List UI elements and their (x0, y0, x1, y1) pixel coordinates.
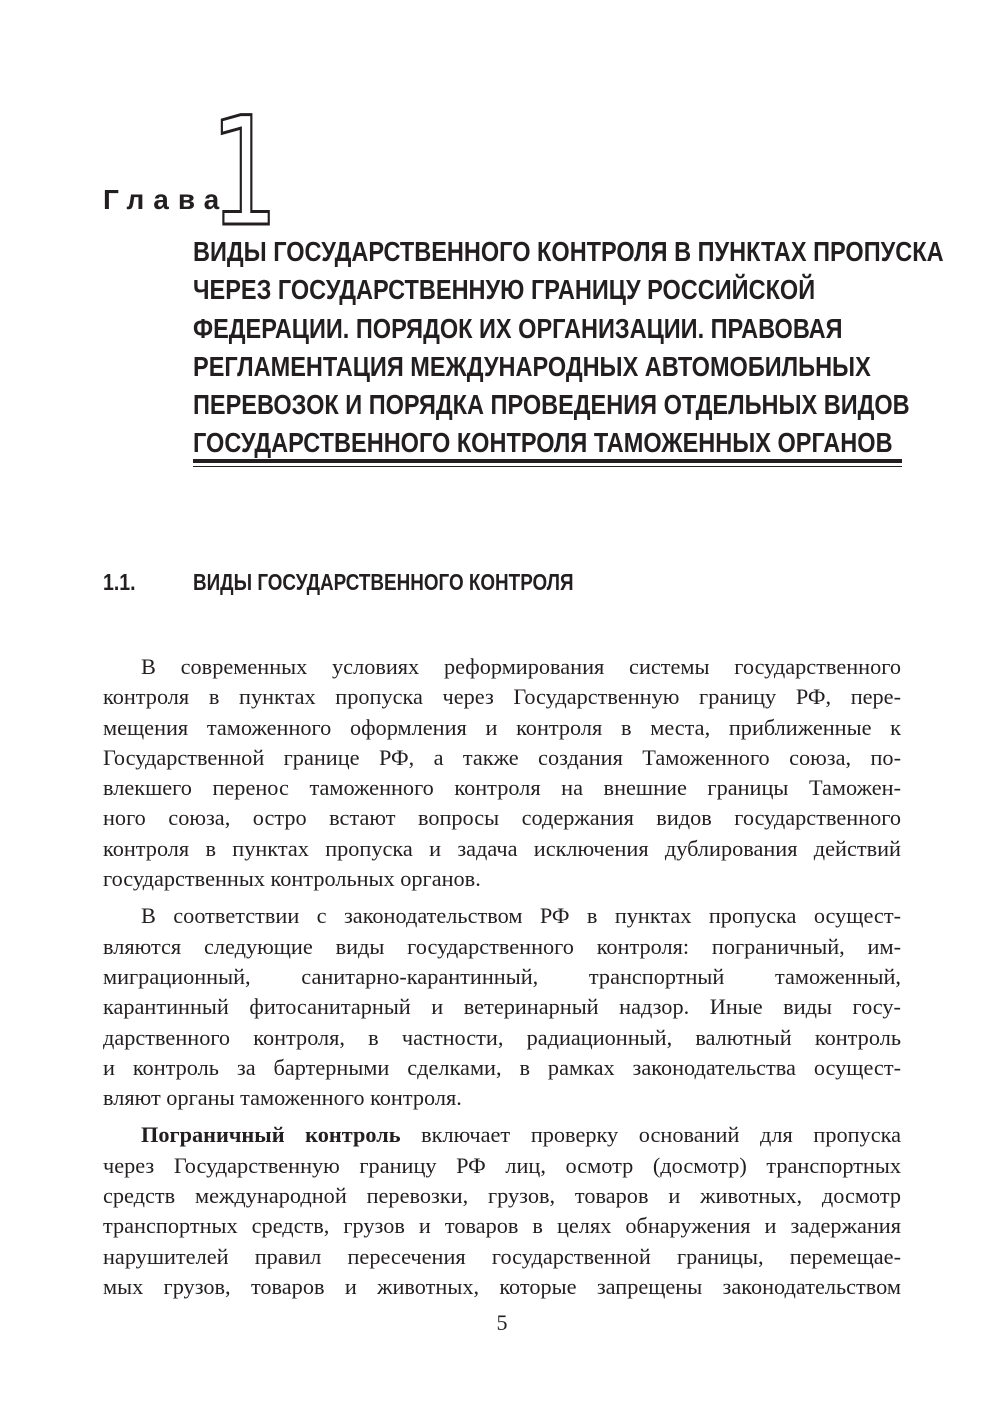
text-line: В соответствии с законодательством РФ в пунктах пропуска осущест- (141, 903, 901, 929)
text-line: нарушителей правил пересечения государственной границы, перемещае- (103, 1243, 901, 1269)
text-run: включает проверку оснований для пропуска (400, 1122, 901, 1148)
text-line: мых грузов, товаров и животных, которые запрещены законодательством (103, 1273, 901, 1299)
chapter-title-line: ВИДЫ ГОСУДАРСТВЕННОГО КОНТРОЛЯ В ПУНКТАХ ПРОПУСКА (193, 236, 944, 267)
text-line: ного союза, остро встают вопросы содержания видов государственного (103, 805, 901, 831)
text-line: влекшего перенос таможенного контроля на внешние границы Таможен- (103, 775, 901, 801)
text-line: контроля в пунктах пропуска и задача исключения дублирования действий (103, 835, 901, 861)
section-title: ВИДЫ ГОСУДАРСТВЕННОГО КОНТРОЛЯ (193, 569, 574, 595)
chapter-number: 1 (210, 86, 279, 260)
text-line (103, 1120, 901, 1150)
text-line: карантинный фитосанитарный и ветеринарный надзор. Иные виды госу- (103, 994, 901, 1020)
text-line: контроля в пунктах пропуска через Государственную границу РФ, пере- (103, 684, 901, 710)
text-line: дарственного контроля, в частности, радиационный, валютный контроль (103, 1024, 901, 1050)
text-line: В современных условиях реформирования системы государственного (141, 654, 901, 679)
chapter-title-divider (193, 459, 902, 467)
page-number: 5 (496, 1310, 508, 1335)
chapter-title (193, 233, 944, 463)
chapter-label: Глава (103, 184, 229, 215)
text-line: вляются следующие виды государственного контроля: пограничный, им- (103, 933, 901, 959)
section-number: 1.1. (103, 569, 136, 595)
chapter-title-line: ПЕРЕВОЗОК И ПОРЯДКА ПРОВЕДЕНИЯ ОТДЕЛЬНЫХ ВИДОВ (193, 389, 910, 421)
chapter-title-line: ЧЕРЕЗ ГОСУДАРСТВЕННУЮ ГРАНИЦУ РОССИЙСКОЙ (193, 274, 816, 306)
paragraph (103, 652, 901, 894)
chapter-title-line: ФЕДЕРАЦИИ. ПОРЯДОК ИХ ОРГАНИЗАЦИИ. ПРАВОВАЯ (193, 312, 843, 344)
text-line: средств международной перевозки, грузов, товаров и животных, досмотр (103, 1183, 901, 1209)
text-line: мещения таможенного оформления и контроля в места, приближенные к (103, 714, 901, 740)
chapter-title-line: ГОСУДАРСТВЕННОГО КОНТРОЛЯ ТАМОЖЕННЫХ ОРГАНОВ (193, 427, 893, 459)
text-line: транспортных средств, грузов и товаров в целях обнаружения и задержания (103, 1213, 901, 1239)
body-text (103, 652, 901, 1302)
text-line: Государственной границе РФ, а также создания Таможенного союза, по- (103, 744, 901, 770)
paragraph (103, 1120, 901, 1302)
bold-term: Пограничный контроль (141, 1122, 401, 1148)
chapter-title-line: РЕГЛАМЕНТАЦИЯ МЕЖДУНАРОДНЫХ АВТОМОБИЛЬНЫХ (193, 350, 871, 382)
text-line: государственных контрольных органов. (103, 866, 481, 892)
text-line: вляют органы таможенного контроля. (103, 1085, 462, 1111)
text-line: через Государственную границу РФ лиц, осмотр (досмотр) транспортных (103, 1152, 901, 1178)
text-line: миграционный, санитарно-карантинный, транспортный таможенный, (103, 963, 901, 989)
text-line: и контроль за бартерными сделками, в рамках законодательства осущест- (103, 1054, 901, 1080)
paragraph (103, 901, 901, 1113)
